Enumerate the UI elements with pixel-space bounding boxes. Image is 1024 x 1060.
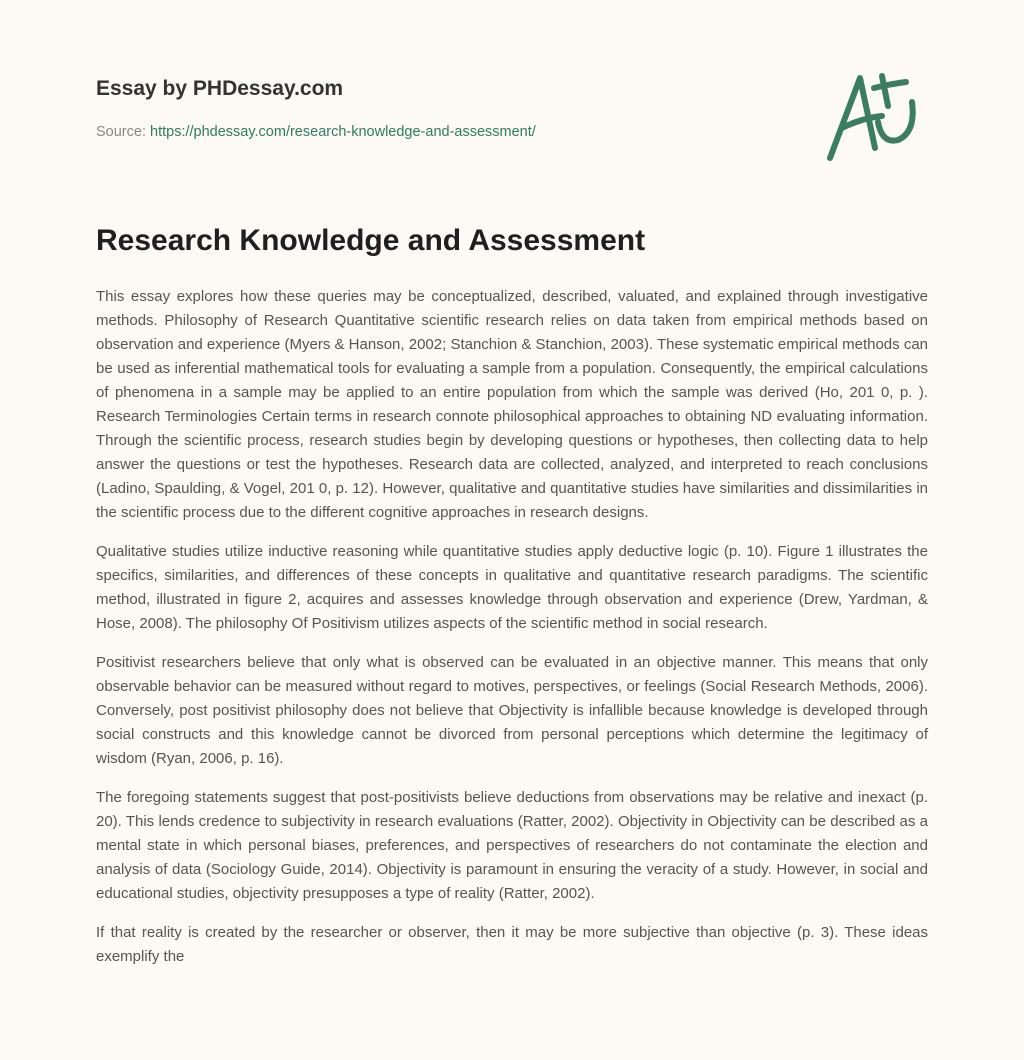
paragraph: This essay explores how these queries may be conceptualized, described, valuated, and explained through investigative methods. Philosophy of Research Quantitative scientific research relies on data taken from empirical methods based on observation and experience (Myers & Hanson, 2002; Stanchion & Stanchion, 2003). These systematic empirical methods can be used as inferential mathematical tools for evaluating a sample from a population. Consequently, the empirical calculations of phenomena in a sample may be applied to an entire population from which the sample was derived (Ho, 201 0, p. ). Research Terminologies Certain terms in research connote philosophical approaches to obtaining ND evaluating information. Through the scientific process, research studies begin by developing questions or hypotheses, then collecting data to help answer the questions or test the hypotheses. Research data are collected, analyzed, and interpreted to reach conclusions (Ladino, Spaulding, & Vogel, 201 0, p. 12). However, qualitative and quantitative studies have similarities and dissimilarities in the scientific process due to the different cognitive approaches in research designs.	[96, 288, 928, 521]
site-brand: Essay by PHDessay.com	[96, 77, 344, 100]
a-plus-logo-icon	[820, 66, 930, 166]
source-link[interactable]: https://phdessay.com/research-knowledge-and-assessment/	[150, 124, 536, 140]
paragraph: The foregoing statements suggest that post-positivists believe deductions from observations may be relative and inexact (p. 20). This lends credence to subjectivity in research evaluations (Ratter, 2002). Objectivity in Objectivity can be described as a mental state in which personal biases, preferences, and perspectives of researchers do not contaminate the election and analysis of data (Sociology Guide, 2014). Objectivity is paramount in ensuring the veracity of a study. However, in social and educational studies, objectivity presupposes a type of reality (Ratter, 2002).	[96, 789, 928, 902]
article-title: Research Knowledge and Assessment	[96, 224, 646, 257]
paragraph: If that reality is created by the researcher or observer, then it may be more subjective than objective (p. 3). These ideas exemplify the	[96, 924, 928, 965]
paragraph: Qualitative studies utilize inductive reasoning while quantitative studies apply deductive logic (p. 10). Figure 1 illustrates the specifics, similarities, and differences of these concepts in qualitative and quantitative research paradigms. The scientific method, illustrated in figure 2, acquires and assesses knowledge through observation and experience (Drew, Yardman, & Hose, 2008). The philosophy Of Positivism utilizes aspects of the scientific method in social research.	[96, 543, 928, 632]
source-label: Source:	[96, 124, 146, 140]
article-body	[96, 285, 928, 984]
paragraph: Positivist researchers believe that only what is observed can be evaluated in an objective manner. This means that only observable behavior can be measured without regard to motives, perspectives, or feelings (Social Research Methods, 2006). Conversely, post positivist philosophy does not believe that Objectivity is infallible because knowledge is developed through social constructs and this knowledge cannot be divorced from personal perceptions which determine the legitimacy of wisdom (Ryan, 2006, p. 16).	[96, 654, 928, 767]
source-line	[96, 124, 536, 140]
